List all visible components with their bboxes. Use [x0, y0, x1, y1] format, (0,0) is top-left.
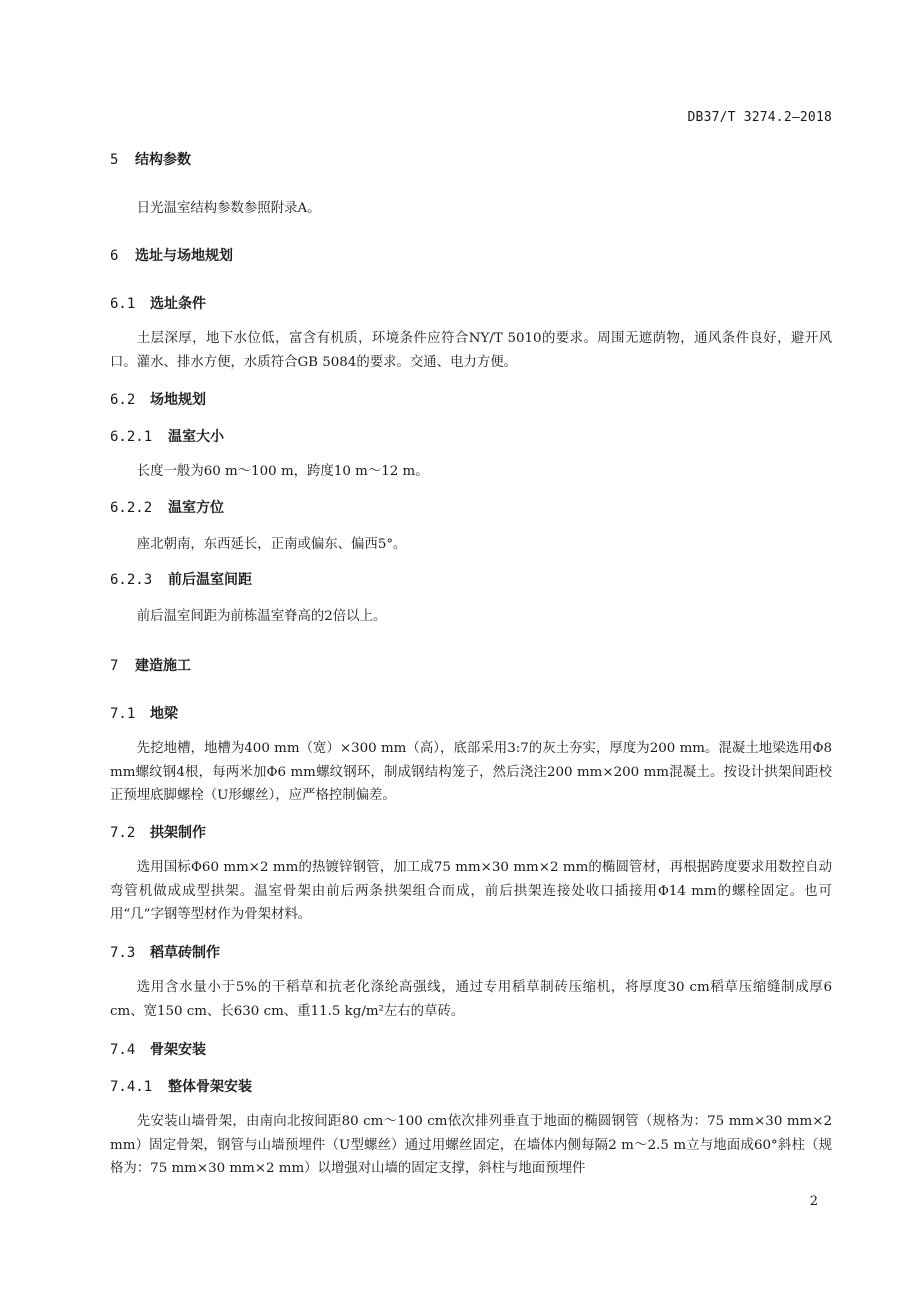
heading-number: 6.2.3 — [110, 572, 153, 588]
paragraph-7-2: 选用国标Φ60 mm×2 mm的热镀锌钢管，加工成75 mm×30 mm×2 mm的椭圆管材，再根据跨度要求用数控自动弯管机做成成型拱架。温室骨架由前后两条拱架组合而成，前后拱架连接处收口插接用Φ14 mm的螺栓固定。也可用“几”字钢等型材作为骨架材料。 — [110, 860, 832, 922]
paragraph-6-1: 土层深厚，地下水位低，富含有机质，环境条件应符合NY/T 5010的要求。周围无遮荫物，通风条件良好，避开风口。灌水、排水方便，水质符合GB 5084的要求。交通、电力方便。 — [110, 331, 832, 370]
heading-number: 7.3 — [110, 945, 136, 961]
heading-number: 6 — [110, 248, 119, 264]
heading-number: 7.4.1 — [110, 1079, 153, 1095]
heading-title: 选址条件 — [150, 296, 206, 312]
heading-section-7-4 — [110, 1040, 832, 1060]
paragraph-6-2-2: 座北朝南，东西延长，正南或偏东、偏西5°。 — [136, 537, 407, 552]
heading-section-6-2-3 — [110, 570, 832, 590]
paragraph-7-1: 先挖地槽，地槽为400 mm（宽）×300 mm（高），底部采用3:7的灰土夯实，厚度为200 mm。混凝土地梁选用Φ8 mm螺纹钢4根，每两米加Φ6 mm螺纹钢环，制成钢结构笼子，然后浇注200 mm×200 mm混凝土。按设计拱架间距校正预埋底脚螺栓（U形螺丝），应严格控制偏差。 — [110, 741, 832, 803]
heading-title: 地梁 — [150, 706, 178, 722]
heading-title: 温室方位 — [168, 500, 224, 516]
heading-section-6-1 — [110, 294, 832, 314]
heading-section-6-2-1 — [110, 427, 832, 447]
paragraph-6-2-1: 长度一般为60 m～100 m，跨度10 m～12 m。 — [136, 464, 429, 479]
heading-section-6 — [110, 246, 832, 266]
heading-title: 前后温室间距 — [168, 572, 252, 588]
heading-section-7-1 — [110, 704, 832, 724]
heading-number: 5 — [110, 152, 119, 168]
heading-title: 骨架安装 — [150, 1042, 206, 1058]
heading-section-7-2 — [110, 823, 832, 843]
heading-number: 7.4 — [110, 1042, 136, 1058]
heading-number: 7.1 — [110, 706, 136, 722]
heading-number: 6.2.2 — [110, 500, 153, 516]
heading-number: 7.2 — [110, 825, 136, 841]
heading-section-6-2 — [110, 390, 832, 410]
heading-title: 拱架制作 — [150, 825, 206, 841]
heading-title: 选址与场地规划 — [135, 248, 233, 264]
paragraph-6-2-3: 前后温室间距为前栋温室脊高的2倍以上。 — [136, 609, 387, 624]
heading-section-5 — [110, 150, 832, 170]
document-code: DB37/T 3274.2—2018 — [687, 110, 832, 125]
heading-title: 稻草砖制作 — [150, 945, 220, 961]
heading-title: 温室大小 — [168, 429, 224, 445]
heading-section-7-4-1 — [110, 1077, 832, 1097]
heading-number: 6.1 — [110, 296, 136, 312]
paragraph-7-3: 选用含水量小于5%的干稻草和抗老化涤纶高强线，通过专用稻草制砖压缩机，将厚度30 cm稻草压缩缝制成厚6 cm、宽150 cm、长630 cm、重11.5 kg/m²左右的草砖。 — [110, 980, 832, 1019]
heading-title: 建造施工 — [135, 658, 191, 674]
heading-number: 6.2 — [110, 392, 136, 408]
heading-section-7 — [110, 656, 832, 676]
heading-number: 6.2.1 — [110, 429, 153, 445]
heading-title: 整体骨架安装 — [168, 1079, 252, 1095]
heading-section-6-2-2 — [110, 498, 832, 518]
heading-title: 场地规划 — [150, 392, 206, 408]
heading-number: 7 — [110, 658, 119, 674]
paragraph-7-4-1: 先安装山墙骨架，由南向北按间距80 cm～100 cm依次排列垂直于地面的椭圆钢管（规格为：75 mm×30 mm×2 mm）固定骨架，钢管与山墙预埋件（U型螺丝）通过用螺丝固定，在墙体内侧每隔2 m～2.5 m立与地面成60°斜柱（规格为：75 mm×30 mm×2 mm）以增强对山墙的固定支撑，斜柱与地面预埋件 — [110, 1114, 832, 1176]
page-number: 2 — [809, 1194, 818, 1209]
heading-section-7-3 — [110, 943, 832, 963]
heading-title: 结构参数 — [135, 152, 191, 168]
paragraph-5: 日光温室结构参数参照附录A。 — [136, 201, 321, 216]
